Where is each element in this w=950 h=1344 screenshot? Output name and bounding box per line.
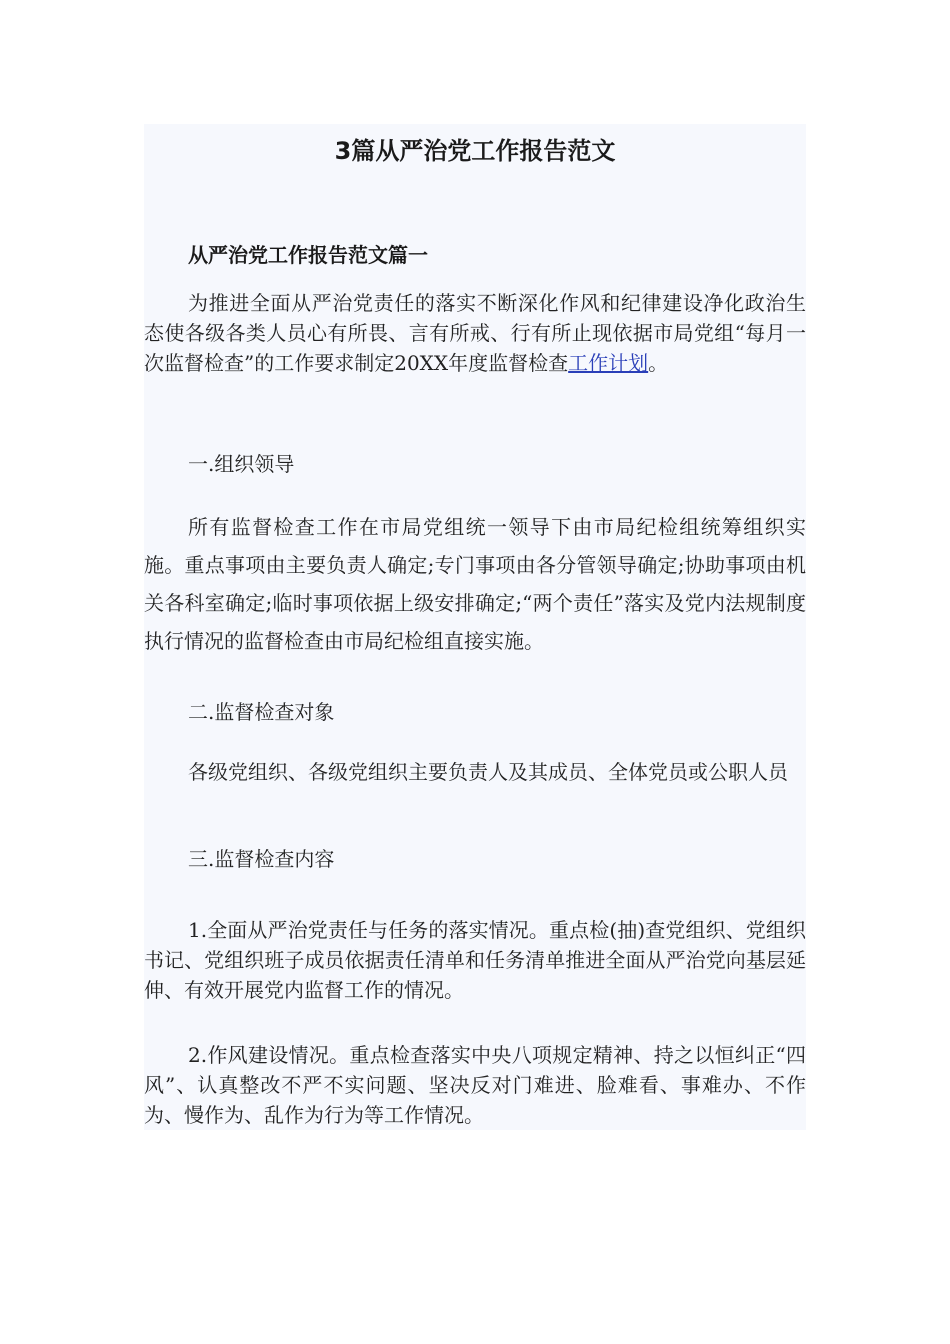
- content-item-2: 2.作风建设情况。重点检查落实中央八项规定精神、持之以恒纠正“四风”、认真整改不严不实问题、坚决反对门难进、脸难看、事难办、不作为、慢作为、乱作为行为等工作情况。: [144, 1043, 806, 1127]
- content-item-1: 1.全面从严治党责任与任务的落实情况。重点检(抽)查党组织、党组织书记、党组织班子成员依据责任清单和任务清单推进全面从严治党向基层延伸、有效开展党内监督工作的情况。: [144, 918, 806, 1002]
- heading-organization: 一.组织领导: [188, 452, 295, 476]
- heading-contents: 三.监督检查内容: [188, 847, 335, 871]
- section-heading: 从严治党工作报告范文篇一: [188, 243, 428, 267]
- work-plan-link[interactable]: 工作计划: [568, 351, 649, 375]
- paragraph-objects: 各级党组织、各级党组织主要负责人及其成员、全体党员或公职人员: [188, 760, 788, 784]
- paragraph-organization: 所有监督检查工作在市局党组统一领导下由市局纪检组统筹组织实施。重点事项由主要负责人确定;专门事项由各分管领导确定;协助事项由机关各科室确定;临时事项依据上级安排确定;“两个责任”落实及党内法规制度执行情况的监督检查由市局纪检组直接实施。: [144, 515, 806, 653]
- heading-objects: 二.监督检查对象: [188, 700, 335, 724]
- intro-text-end: 。: [648, 351, 669, 375]
- intro-paragraph: [144, 288, 806, 378]
- document-body: [144, 124, 806, 1130]
- document-title: 3篇从严治党工作报告范文: [334, 137, 616, 165]
- intro-text: 为推进全面从严治党责任的落实不断深化作风和纪律建设净化政治生态使各级各类人员心有所畏、言有所戒、行有所止现依据市局党组“每月一次监督检查”的工作要求制定20XX年度监督检查: [144, 291, 806, 375]
